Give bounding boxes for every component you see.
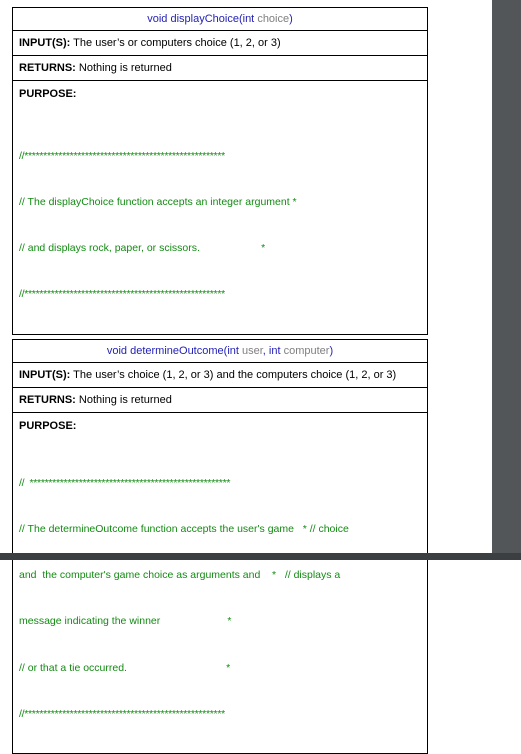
purpose-row xyxy=(13,81,428,335)
function-table-display-choice xyxy=(12,7,428,335)
returns-row xyxy=(13,56,428,81)
comment-line: //***************************************************** xyxy=(19,288,225,301)
function-table-determine-outcome xyxy=(12,339,428,754)
signature-row xyxy=(13,8,428,31)
param-name: choice xyxy=(257,13,290,25)
function-name: displayChoice( xyxy=(170,13,243,25)
param-name: user xyxy=(242,345,263,357)
returns-label: RETURNS: xyxy=(19,62,76,74)
comment-line: // and displays rock, paper, or scissors. * xyxy=(19,242,266,255)
inputs-label: INPUT(S): xyxy=(19,37,71,49)
inputs-label: INPUT(S): xyxy=(19,369,71,381)
comment-line: // The displayChoice function accepts an integer argument * xyxy=(19,196,297,209)
param-type: int xyxy=(227,345,239,357)
function-signature xyxy=(13,8,428,31)
comment-line: and the computer's game choice as arguments and * // displays a xyxy=(19,569,341,582)
returns-row xyxy=(13,388,428,413)
purpose-comment xyxy=(13,101,427,334)
comment-line: // The determineOutcome function accepts the user's game * // choice xyxy=(19,523,349,536)
purpose-comment xyxy=(13,433,427,753)
param-type: int xyxy=(268,345,281,357)
viewer-bottom-bar xyxy=(0,553,521,560)
comment-line: // ***************************************************** xyxy=(19,476,231,489)
inputs-text: The user’s choice (1, 2, or 3) and the computers choice (1, 2, or 3) xyxy=(70,369,397,381)
returns-label: RETURNS: xyxy=(19,394,76,406)
signature-close: ) xyxy=(289,13,293,25)
comment-line: message indicating the winner * xyxy=(19,615,232,628)
inputs-row xyxy=(13,363,428,388)
purpose-label: PURPOSE: xyxy=(19,88,77,100)
inputs-row xyxy=(13,31,428,56)
purpose-row xyxy=(13,413,428,754)
comment-line: //***************************************************** xyxy=(19,707,225,720)
signature-row xyxy=(13,340,428,363)
inputs-text: The user’s or computers choice (1, 2, or 3) xyxy=(70,37,281,49)
return-type: void xyxy=(106,345,128,357)
returns-text: Nothing is returned xyxy=(75,394,172,406)
param-name: computer xyxy=(283,345,330,357)
viewer-scroll-gutter[interactable] xyxy=(492,0,521,560)
signature-close: ) xyxy=(329,345,334,357)
function-name: determineOutcome( xyxy=(130,345,228,357)
return-type: void xyxy=(147,13,168,25)
comment-line: // or that a tie occurred. * xyxy=(19,661,231,674)
comment-line: //***************************************************** xyxy=(19,149,225,162)
param-type: int xyxy=(242,13,255,25)
purpose-label: PURPOSE: xyxy=(19,420,77,432)
function-signature xyxy=(13,340,428,363)
returns-text: Nothing is returned xyxy=(75,62,172,74)
param-separator: , xyxy=(262,345,269,357)
